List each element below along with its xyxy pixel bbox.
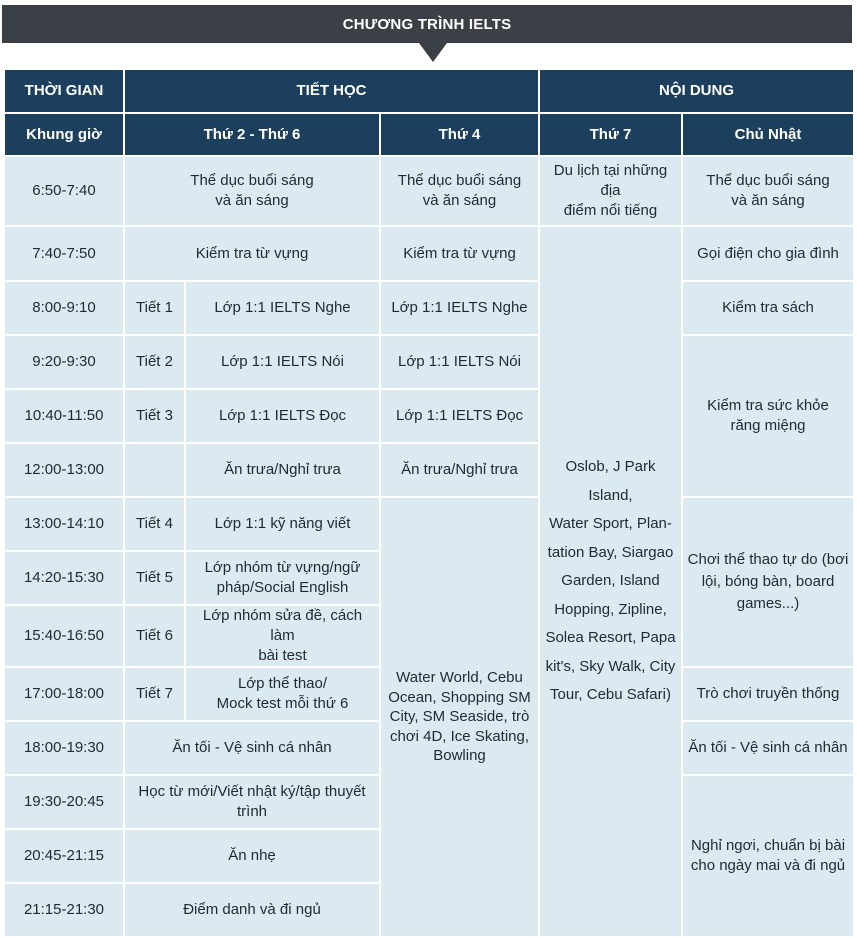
time-cell: 7:40-7:50	[4, 226, 124, 281]
sun-rest-cell: Nghỉ ngơi, chuẩn bị bài cho ngày mai và đi ngủ	[682, 775, 854, 937]
mon-fri-cell: Lớp 1:1 IELTS Nói	[185, 335, 380, 389]
mon-fri-cell: Thể dục buổi sáng và ăn sáng	[124, 156, 380, 226]
time-cell: 9:20-9:30	[4, 335, 124, 389]
header-time: THỜI GIAN	[4, 69, 124, 113]
time-cell: 21:15-21:30	[4, 883, 124, 937]
mon-fri-cell: Lớp 1:1 IELTS Đọc	[185, 389, 380, 443]
sat-cell: Du lịch tại những địa điểm nổi tiếng	[539, 156, 682, 226]
mon-fri-cell: Kiểm tra từ vựng	[124, 226, 380, 281]
page-title: CHƯƠNG TRÌNH IELTS	[2, 5, 852, 43]
wed-cell: Kiểm tra từ vựng	[380, 226, 539, 281]
mon-fri-cell: Lớp nhóm từ vựng/ngữ pháp/Social English	[185, 551, 380, 605]
period-cell: Tiết 4	[124, 497, 185, 551]
table-row	[4, 497, 854, 551]
header-lessons: TIẾT HỌC	[124, 69, 539, 113]
time-cell: 17:00-18:00	[4, 667, 124, 721]
table-row	[4, 281, 854, 335]
period-cell: Tiết 7	[124, 667, 185, 721]
period-cell	[124, 443, 185, 497]
period-cell: Tiết 6	[124, 605, 185, 667]
header-wed: Thứ 4	[380, 113, 539, 156]
wed-cell: Ăn trưa/Nghỉ trưa	[380, 443, 539, 497]
sun-cell: Thể dục buổi sáng và ăn sáng	[682, 156, 854, 226]
time-cell: 10:40-11:50	[4, 389, 124, 443]
period-cell: Tiết 2	[124, 335, 185, 389]
time-cell: 14:20-15:30	[4, 551, 124, 605]
header-frame: Khung giờ	[4, 113, 124, 156]
table-row	[4, 156, 854, 226]
wed-cell: Thể dục buổi sáng và ăn sáng	[380, 156, 539, 226]
time-cell: 6:50-7:40	[4, 156, 124, 226]
sun-health-cell: Kiểm tra sức khỏe răng miệng	[682, 335, 854, 497]
wed-cell: Lớp 1:1 IELTS Đọc	[380, 389, 539, 443]
table-row	[4, 226, 854, 281]
mon-fri-cell: Lớp thể thao/ Mock test mỗi thứ 6	[185, 667, 380, 721]
time-cell: 12:00-13:00	[4, 443, 124, 497]
sun-cell: Kiểm tra sách	[682, 281, 854, 335]
mon-fri-cell: Lớp nhóm sửa đề, cách làm bài test	[185, 605, 380, 667]
mon-fri-cell: Ăn nhẹ	[124, 829, 380, 883]
mon-fri-cell: Điểm danh và đi ngủ	[124, 883, 380, 937]
time-cell: 15:40-16:50	[4, 605, 124, 667]
time-cell: 19:30-20:45	[4, 775, 124, 829]
header-sun: Chủ Nhật	[682, 113, 854, 156]
mon-fri-cell: Lớp 1:1 kỹ năng viết	[185, 497, 380, 551]
mon-fri-cell: Học từ mới/Viết nhật ký/tập thuyết trình	[124, 775, 380, 829]
table-row	[4, 335, 854, 389]
mon-fri-cell: Ăn tối - Vệ sinh cá nhân	[124, 721, 380, 775]
sun-cell: Gọi điện cho gia đình	[682, 226, 854, 281]
period-cell: Tiết 1	[124, 281, 185, 335]
time-cell: 13:00-14:10	[4, 497, 124, 551]
time-cell: 18:00-19:30	[4, 721, 124, 775]
schedule-table	[3, 68, 855, 938]
header-content: NỘI DUNG	[539, 69, 854, 113]
wed-cell: Lớp 1:1 IELTS Nói	[380, 335, 539, 389]
sun-cell: Trò chơi truyền thống	[682, 667, 854, 721]
sun-sport-cell: Chơi thể thao tự do (bơi lội, bóng bàn, board games...)	[682, 497, 854, 667]
period-cell: Tiết 3	[124, 389, 185, 443]
wed-cell: Lớp 1:1 IELTS Nghe	[380, 281, 539, 335]
sat-tour-cell: Oslob, J Park Island, Water Sport, Plan- tation Bay, Siargao Garden, Island Hopping, Zipline, Solea Resort, Papa kit's, Sky Walk, City Tour, Cebu Safari)	[539, 226, 682, 937]
period-cell: Tiết 5	[124, 551, 185, 605]
mon-fri-cell: Lớp 1:1 IELTS Nghe	[185, 281, 380, 335]
wed-activity-cell: Water World, Cebu Ocean, Shopping SM City, SM Seaside, trò chơi 4D, Ice Skating, Bowling	[380, 497, 539, 937]
header-mon-fri: Thứ 2 - Thứ 6	[124, 113, 380, 156]
mon-fri-cell: Ăn trưa/Nghỉ trưa	[185, 443, 380, 497]
header-sat: Thứ 7	[539, 113, 682, 156]
time-cell: 20:45-21:15	[4, 829, 124, 883]
title-arrow-icon	[419, 43, 447, 62]
sun-cell: Ăn tối - Vệ sinh cá nhân	[682, 721, 854, 775]
time-cell: 8:00-9:10	[4, 281, 124, 335]
